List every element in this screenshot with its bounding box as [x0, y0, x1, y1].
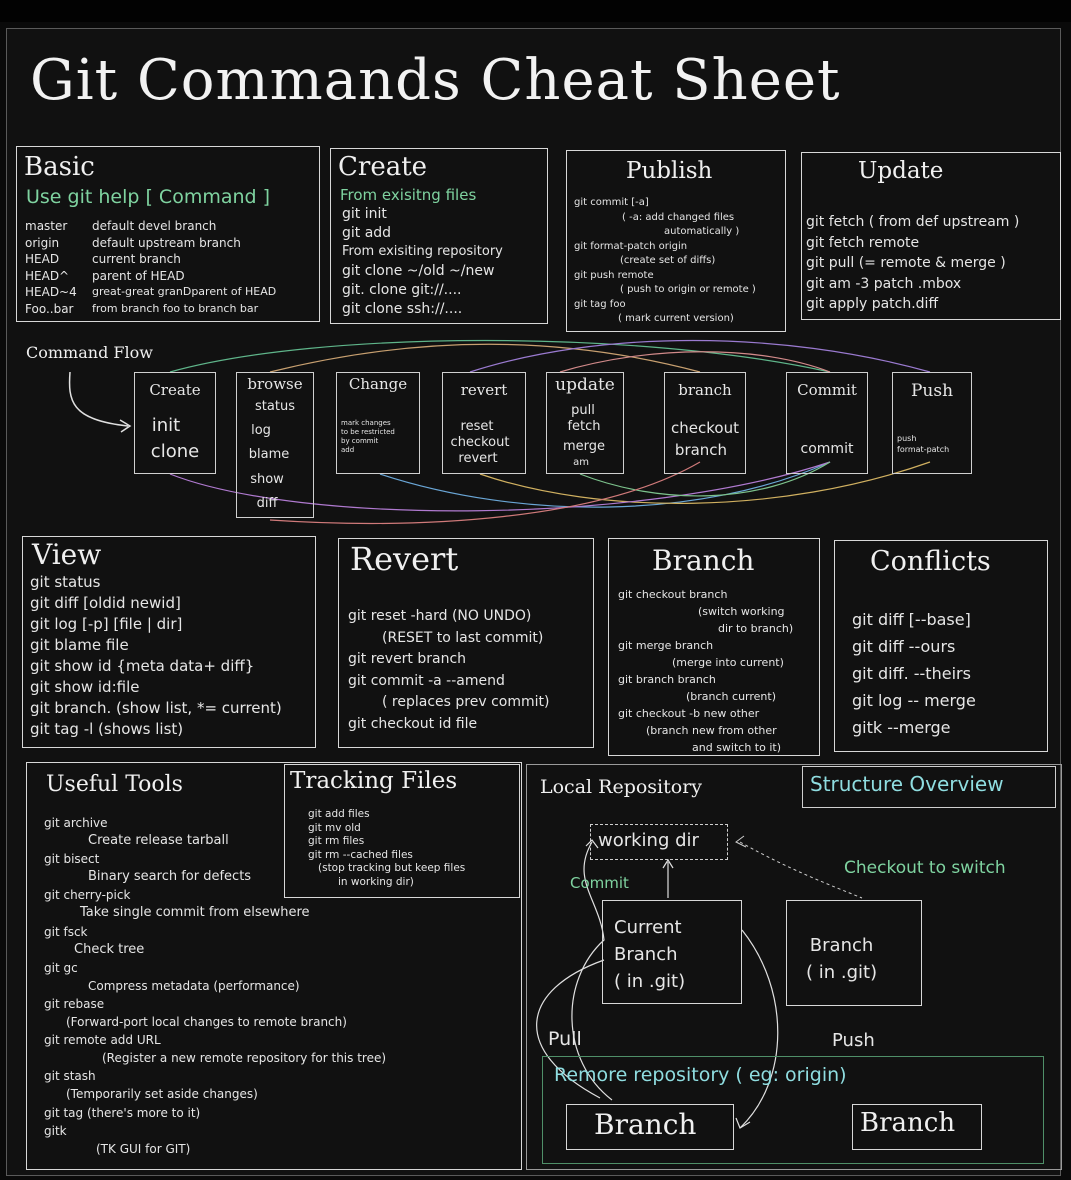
tracking-heading: Tracking Files [290, 768, 458, 794]
tracking-line: in working dir) [338, 875, 414, 888]
create-from-files: From exisitng files [340, 186, 477, 204]
flow-box-item: commit [800, 441, 854, 457]
conflicts-line: git diff. --theirs [852, 664, 971, 683]
checkout-label: Checkout to switch [844, 858, 1006, 878]
tool-cmd: git archive [44, 816, 108, 830]
current-branch-text [614, 914, 685, 995]
tool-desc: (Forward-port local changes to remote branch) [66, 1015, 347, 1030]
branch-in-git-line: ( in .git) [806, 962, 878, 983]
view-heading: View [32, 538, 102, 571]
tool-cmd: git cherry-pick [44, 888, 131, 903]
flow-box-item: branch [674, 441, 728, 459]
branch-line: dir to branch) [718, 622, 794, 635]
pull-label: Pull [548, 1028, 582, 1050]
command-flow-label: Command Flow [26, 343, 153, 362]
flow-box-item: blame [248, 447, 290, 462]
view-line: git diff [oldid newid] [30, 594, 181, 612]
flow-box-item: show [250, 472, 284, 487]
flow-box-item: push [897, 434, 917, 443]
flow-box-commit [786, 372, 868, 474]
basic-key: HEAD [25, 252, 60, 266]
tracking-line: (stop tracking but keep files [318, 862, 466, 874]
conflicts-heading: Conflicts [870, 546, 991, 577]
flow-box-push [892, 372, 972, 474]
basic-key: origin [25, 235, 60, 250]
flow-box-item: log [251, 423, 271, 438]
remote-repository-label: Remore repository ( eg: origin) [554, 1064, 847, 1086]
flow-box-item: format-patch [897, 445, 950, 454]
basic-key: master [25, 219, 68, 233]
publish-line: ( push to origin or remote ) [620, 284, 756, 295]
page-title: Git Commands Cheat Sheet [30, 48, 841, 113]
basic-value: great-great granDparent of HEAD [92, 285, 277, 298]
conflicts-line: git log -- merge [852, 691, 976, 710]
update-line: git apply patch.diff [806, 296, 939, 312]
basic-value: parent of HEAD [92, 268, 185, 283]
conflicts-line: git diff [--base] [852, 610, 971, 629]
flow-box-item: merge [562, 439, 606, 454]
current-branch-line: Current [614, 917, 682, 938]
revert-line: (RESET to last commit) [382, 629, 544, 646]
basic-key: Foo..bar [25, 301, 74, 316]
publish-line: automatically ) [664, 226, 740, 237]
update-line: git fetch remote [806, 234, 920, 251]
tool-cmd: git stash [44, 1069, 96, 1084]
basic-value: current branch [92, 252, 181, 266]
tool-desc: Compress metadata (performance) [88, 978, 300, 993]
flow-box-item: pull [571, 403, 595, 418]
branch-line: git checkout branch [618, 588, 728, 601]
flow-box-item: reset [460, 419, 494, 434]
flow-box-item: am [573, 457, 589, 468]
tool-desc: (Temporarily set aside changes) [66, 1087, 258, 1102]
branch-line: and switch to it) [692, 741, 782, 754]
flow-box-item: add [341, 446, 355, 454]
flow-box-item: to be restricted [341, 428, 395, 436]
tool-cmd: git remote add URL [44, 1033, 161, 1048]
publish-line: git format-patch origin [574, 240, 688, 252]
branch-line: (merge into current) [672, 656, 784, 669]
basic-key: HEAD^ [25, 268, 70, 283]
tracking-line: git add files [308, 808, 370, 820]
create-heading: Create [338, 152, 428, 182]
flow-box-title: Create [149, 381, 201, 399]
update-line: git fetch ( from def upstream ) [806, 214, 1020, 230]
publish-line: ( mark current version) [618, 313, 734, 324]
flow-curve-top [170, 341, 830, 373]
tool-desc: Create release tarball [88, 833, 229, 849]
flow-box-title: update [555, 375, 615, 395]
flow-box-item: status [255, 399, 295, 414]
view-line: git status [30, 573, 101, 591]
working-dir-label: working dir [598, 830, 699, 851]
basic-heading: Basic [24, 152, 95, 182]
update-line: git pull (= remote & merge ) [806, 255, 1006, 271]
update-heading: Update [858, 158, 944, 184]
view-line: git branch. (show list, *= current) [30, 699, 282, 717]
flow-box-browse [236, 372, 314, 518]
flow-box-items [341, 419, 395, 455]
flow-box-item: diff [256, 496, 278, 511]
flow-box-item: revert [458, 451, 498, 466]
tracking-lines [308, 808, 465, 889]
tool-desc: Take single commit from elsewhere [80, 905, 310, 921]
publish-line: (create set of diffs) [620, 255, 716, 266]
create-line: git add [342, 225, 392, 241]
create-from-repo: From exisiting repository [342, 244, 503, 259]
create-line: git clone ~/old ~/new [342, 263, 495, 279]
branch-line: git checkout -b new other [618, 707, 760, 720]
revert-lines [348, 606, 549, 735]
flow-box-item: clone [150, 441, 200, 462]
create-line: git. clone git://.... [342, 282, 462, 298]
publish-line: git tag foo [574, 298, 626, 310]
flow-box-title: branch [678, 381, 732, 399]
flow-box-title: revert [460, 381, 508, 399]
basic-value: default devel branch [92, 219, 217, 233]
basic-key: HEAD~4 [25, 285, 77, 299]
flow-box-title: Commit [797, 381, 857, 399]
conflicts-lines [852, 606, 976, 741]
branch-heading: Branch [652, 544, 755, 577]
current-branch-line: Branch [614, 944, 678, 965]
revert-line: git reset -hard (NO UNDO) [348, 608, 532, 624]
view-line: git tag -l (shows list) [30, 720, 184, 738]
tool-cmd: git tag (there's more to it) [44, 1105, 201, 1120]
revert-line: ( replaces prev commit) [382, 694, 550, 710]
revert-line: git commit -a --amend [348, 672, 505, 689]
flow-box-item: by commit [341, 437, 379, 445]
branch-line: (branch current) [686, 690, 776, 703]
tracking-line: git mv old [308, 821, 361, 834]
flow-box-revert [442, 372, 526, 474]
push-label: Push [832, 1030, 875, 1051]
flow-box-branch [664, 372, 746, 474]
tool-desc: Binary search for defects [88, 869, 252, 885]
remote-branch-left-label: Branch [594, 1108, 697, 1141]
update-line: git am -3 patch .mbox [806, 275, 962, 292]
tools-heading: Useful Tools [46, 772, 183, 797]
tool-desc: (Register a new remote repository for this tree) [102, 1051, 387, 1066]
remote-branch-right-label: Branch [860, 1108, 956, 1138]
flow-box-change [336, 372, 420, 474]
view-line: git show id {meta data+ diff} [30, 657, 255, 675]
current-branch-line: ( in .git) [614, 971, 686, 992]
flow-box-item: checkout [450, 435, 510, 450]
conflicts-line: git diff --ours [852, 637, 956, 656]
basic-subheading: Use git help [ Command ] [26, 186, 271, 208]
flow-box-update [546, 372, 624, 474]
commit-label: Commit [570, 874, 629, 892]
tool-cmd: gitk [44, 1123, 67, 1138]
branch-in-git-line: Branch [809, 935, 874, 956]
publish-heading: Publish [626, 158, 713, 184]
publish-line: git commit [-a] [574, 197, 649, 208]
flow-box-title: Push [910, 381, 954, 401]
branch-in-git-text [806, 932, 877, 986]
flow-box-items [897, 433, 949, 455]
branch-line: (branch new from other [646, 724, 777, 737]
flow-box-title: Change [348, 375, 408, 393]
basic-value: default upstream branch [92, 235, 241, 250]
revert-line: git revert branch [348, 651, 467, 667]
tool-cmd: git gc [44, 960, 78, 975]
flow-box-item: init [151, 415, 181, 436]
tool-desc: Check tree [74, 941, 145, 957]
branch-line: git branch branch [618, 673, 716, 686]
structure-overview-heading: Structure Overview [810, 772, 1004, 796]
view-lines [30, 572, 282, 740]
flow-box-item: fetch [567, 419, 601, 434]
local-repository-heading: Local Repository [540, 776, 703, 798]
branch-lines [618, 586, 793, 756]
tool-cmd: git fsck [44, 924, 88, 939]
tracking-line: git rm --cached files [308, 848, 413, 861]
create-line: git clone ssh://.... [342, 301, 463, 317]
revert-heading: Revert [350, 540, 459, 578]
branch-line: git merge branch [618, 639, 714, 652]
tracking-line: git rm files [308, 835, 365, 847]
view-line: git blame file [30, 636, 129, 654]
tool-desc: (TK GUI for GIT) [96, 1141, 191, 1156]
basic-value: from branch foo to branch bar [92, 301, 259, 315]
view-line: git log [-p] [file | dir] [30, 615, 183, 633]
create-line: git init [342, 206, 387, 222]
publish-line: ( -a: add changed files [622, 211, 735, 223]
publish-line: git push remote [574, 269, 654, 281]
flow-box-item: mark changes [341, 419, 391, 427]
view-line: git show id:file [30, 678, 140, 696]
tool-cmd: git rebase [44, 996, 105, 1011]
revert-line: git checkout id file [348, 715, 478, 732]
flow-box-item: checkout [671, 419, 739, 437]
conflicts-line: gitk --merge [852, 718, 951, 737]
flow-curve-top [560, 352, 830, 372]
tool-cmd: git bisect [44, 852, 100, 867]
flow-box-title: browse [247, 375, 303, 393]
flow-box-create [134, 372, 216, 474]
branch-line: (switch working [698, 605, 785, 618]
